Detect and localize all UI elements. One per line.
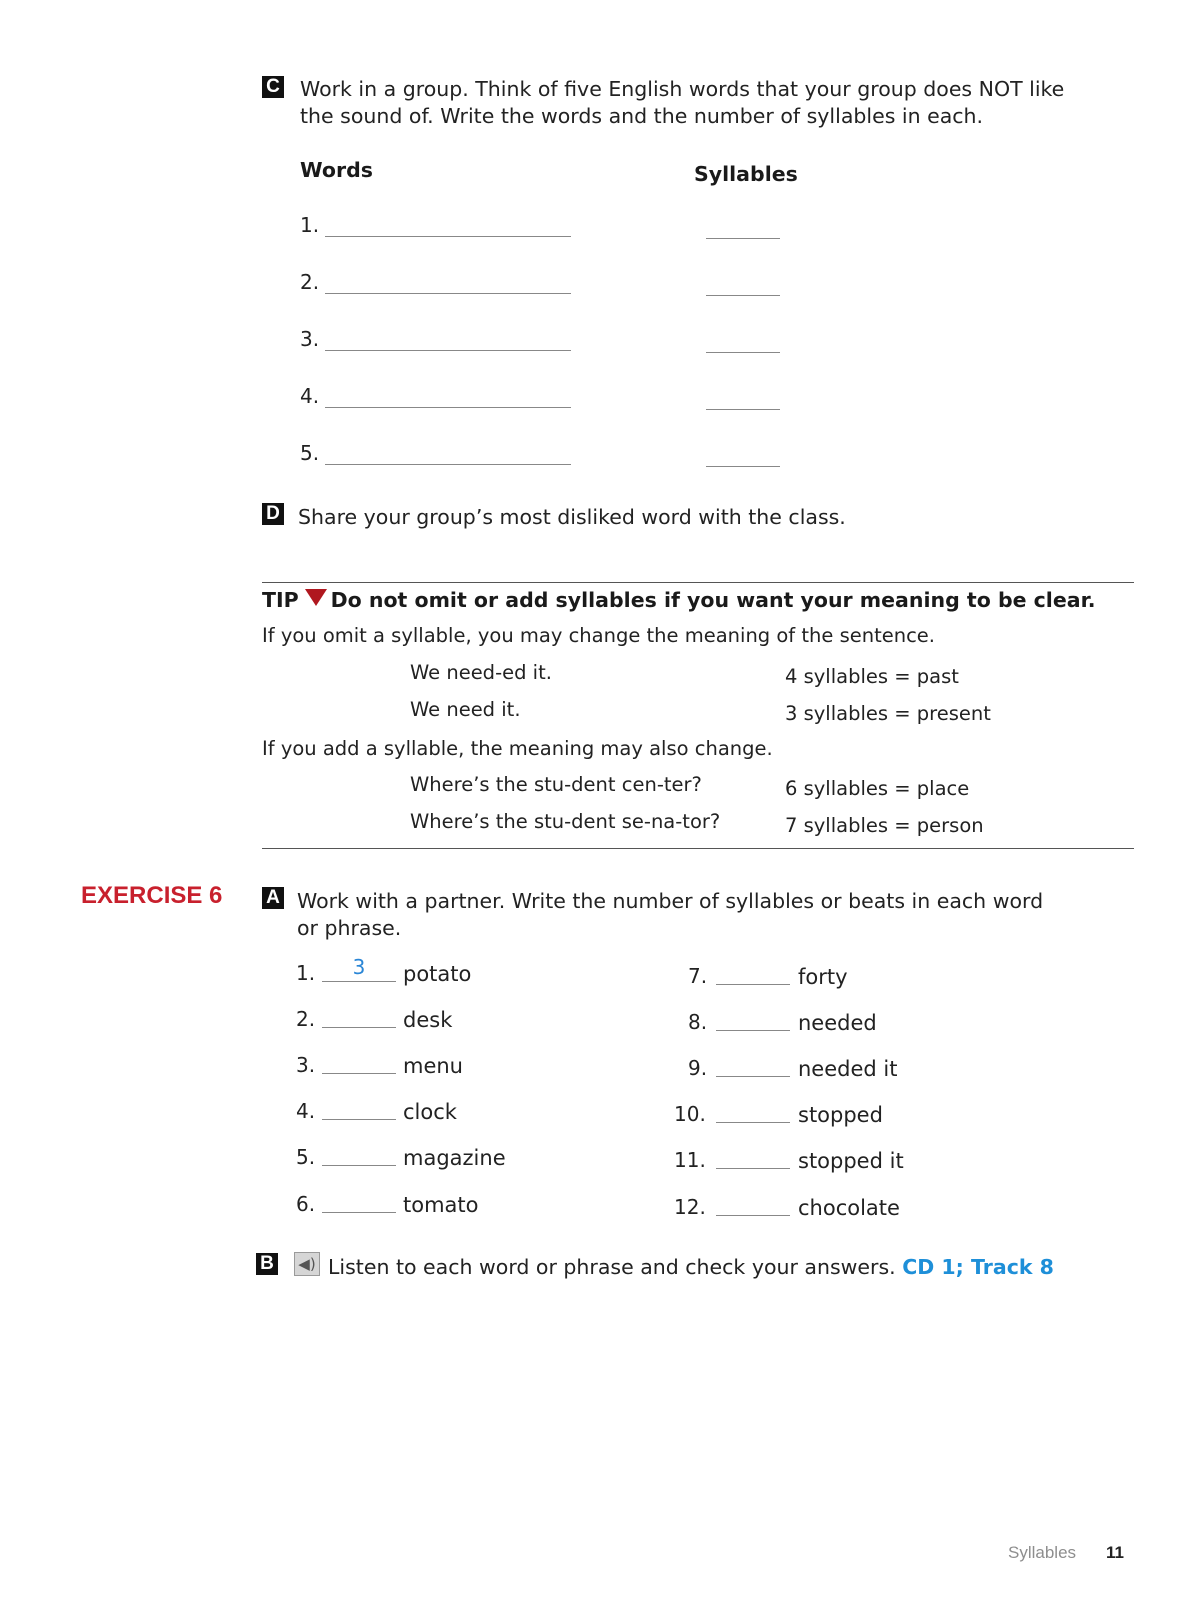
tip-example-meaning: 4 syllables = past [785, 665, 959, 688]
item-number: 6. [296, 1192, 316, 1216]
item-number: 7. [688, 964, 708, 988]
item-word: chocolate [798, 1196, 900, 1220]
item-number: 1. [296, 961, 316, 985]
item-word: potato [403, 962, 472, 986]
item-word: menu [403, 1054, 463, 1078]
part-a-letter: A [262, 887, 284, 909]
item-number: 5. [296, 1145, 316, 1169]
answer-blank[interactable] [322, 1119, 396, 1120]
item-number: 12. [674, 1195, 706, 1219]
syllable-blank[interactable] [706, 466, 780, 467]
item-number: 2. [296, 1007, 316, 1031]
word-blank[interactable] [325, 464, 571, 465]
tip-example-sentence: We need-ed it. [410, 661, 552, 684]
item-word: magazine [403, 1146, 506, 1170]
row-number: 3. [300, 327, 320, 351]
row-number: 2. [300, 270, 320, 294]
tip-top-rule [262, 582, 1134, 583]
word-blank[interactable] [325, 293, 571, 294]
part-b-letter: B [256, 1253, 278, 1275]
answer-blank[interactable] [716, 1076, 790, 1077]
answer-blank[interactable] [716, 1122, 790, 1123]
item-word: tomato [403, 1193, 479, 1217]
syllable-blank[interactable] [706, 238, 780, 239]
item-word: desk [403, 1008, 453, 1032]
item-number: 11. [674, 1148, 706, 1172]
tip-bottom-rule [262, 848, 1134, 849]
section-c-letter: C [262, 76, 284, 98]
item-word: needed [798, 1011, 877, 1035]
answer-blank[interactable] [322, 1073, 396, 1074]
tip-example-sentence: Where’s the stu-dent se-na-tor? [410, 810, 721, 833]
tip-label: TIP [262, 588, 299, 612]
exercise-label: EXERCISE 6 [81, 882, 223, 909]
item-word: forty [798, 965, 848, 989]
tip-example-meaning: 7 syllables = person [785, 814, 984, 837]
item-number: 9. [688, 1056, 708, 1080]
item-word: stopped [798, 1103, 883, 1127]
section-c-instruction: Work in a group. Think of five English words that your group does NOT like the sound of. Write the words and the number of syllables in each. [300, 77, 1065, 128]
page-number: 11 [1106, 1543, 1124, 1562]
answer-blank[interactable] [322, 1027, 396, 1028]
tip-example-meaning: 6 syllables = place [785, 777, 970, 800]
section-d-instruction: Share your group’s most disliked word with the class. [298, 505, 846, 529]
syllable-blank[interactable] [706, 295, 780, 296]
answer-blank[interactable] [716, 984, 790, 985]
word-blank[interactable] [325, 236, 571, 237]
row-number: 1. [300, 213, 320, 237]
cd-track-reference: CD 1; Track 8 [902, 1255, 1054, 1279]
word-blank[interactable] [325, 350, 571, 351]
tip-example-meaning: 3 syllables = present [785, 702, 991, 725]
part-a-instruction: Work with a partner. Write the number of syllables or beats in each word or phrase. [297, 889, 1044, 940]
answer-blank[interactable] [322, 981, 396, 982]
words-column-header: Words [300, 158, 373, 182]
syllable-blank[interactable] [706, 409, 780, 410]
item-answer: 3 [352, 955, 366, 979]
item-word: stopped it [798, 1149, 904, 1173]
row-number: 5. [300, 441, 320, 465]
tip-example-sentence: Where’s the stu-dent cen-ter? [410, 773, 702, 796]
tip-add-text: If you add a syllable, the meaning may also change. [262, 737, 773, 760]
answer-blank[interactable] [322, 1165, 396, 1166]
part-b-instruction: Listen to each word or phrase and check your answers. [328, 1255, 896, 1279]
tip-headline-row [262, 588, 1096, 612]
item-number: 4. [296, 1099, 316, 1123]
answer-blank[interactable] [716, 1215, 790, 1216]
answer-blank[interactable] [716, 1168, 790, 1169]
item-number: 3. [296, 1053, 316, 1077]
syllable-blank[interactable] [706, 352, 780, 353]
tip-omit-text: If you omit a syllable, you may change the meaning of the sentence. [262, 624, 936, 647]
footer-title: Syllables [1008, 1543, 1077, 1562]
row-number: 4. [300, 384, 320, 408]
triangle-down-icon [305, 589, 327, 606]
tip-example-sentence: We need it. [410, 698, 521, 721]
answer-blank[interactable] [322, 1212, 396, 1213]
item-word: clock [403, 1100, 457, 1124]
answer-blank[interactable] [716, 1030, 790, 1031]
part-b-row [328, 1254, 1054, 1281]
syllables-column-header: Syllables [694, 162, 798, 186]
item-number: 10. [674, 1102, 706, 1126]
word-blank[interactable] [325, 407, 571, 408]
section-d-letter: D [262, 503, 284, 525]
speaker-icon[interactable]: ◀) [294, 1252, 320, 1276]
item-number: 8. [688, 1010, 708, 1034]
tip-headline: Do not omit or add syllables if you want your meaning to be clear. [330, 588, 1096, 612]
item-word: needed it [798, 1057, 898, 1081]
